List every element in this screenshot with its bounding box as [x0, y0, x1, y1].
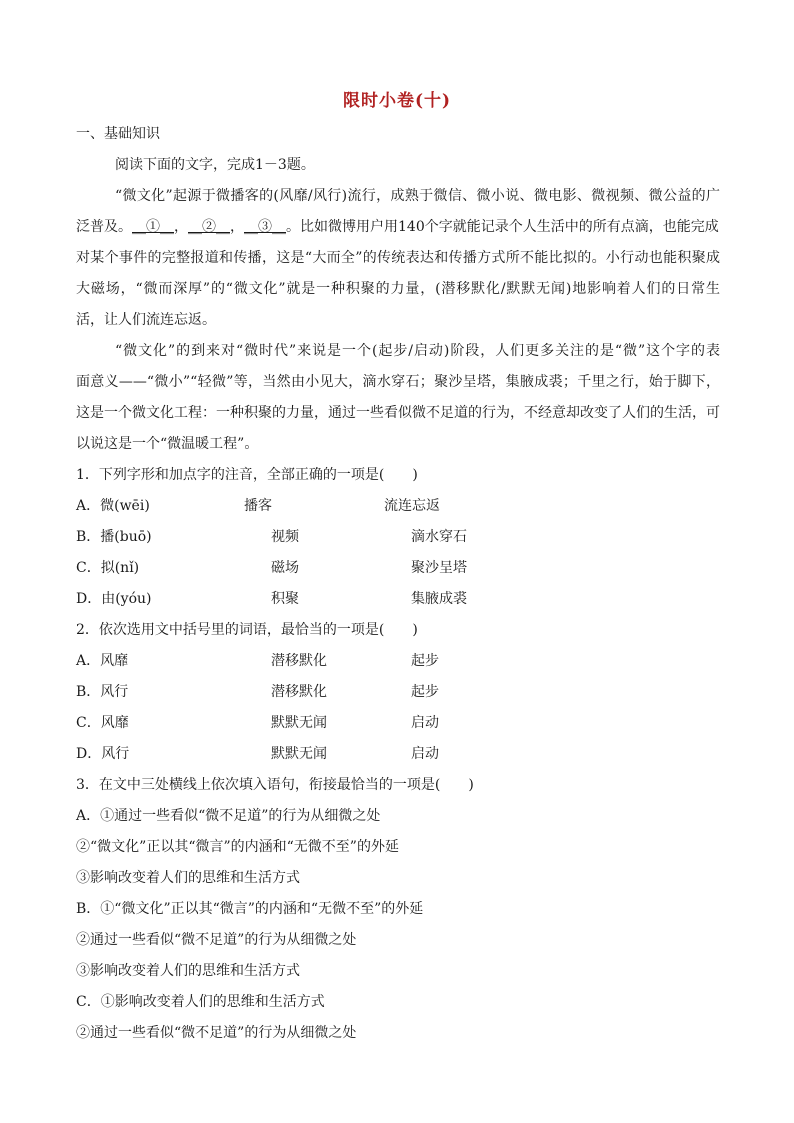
- option-item: 起步: [411, 653, 439, 669]
- q2-option-b: [0, 682, 794, 702]
- passage-line-with-blanks: [76, 217, 720, 237]
- option-item: 起步: [411, 684, 439, 700]
- passage-line: 以说这是一个“微温暖工程”。: [76, 436, 259, 452]
- option-label: D．风行: [76, 746, 130, 762]
- option-label: C．风靡: [76, 715, 129, 731]
- q3-option-line: ②“微文化”正以其“微言”的内涵和“无微不至”的外延: [76, 839, 399, 855]
- passage-line: 这是一个微文化工程：一种积聚的力量，通过一些看似微不足道的行为，不经意却改变了人们的生活，可: [76, 405, 720, 421]
- separator: ，: [230, 219, 244, 235]
- q3-option-line: ②通过一些看似“微不足道”的行为从细微之处: [76, 932, 357, 948]
- option-item: 磁场: [271, 560, 299, 576]
- passage-line: 大磁场，“微而深厚”的“微文化”就是一种积聚的力量，(潜移默化/默默无闻)地影响着人们的日常生: [76, 281, 720, 297]
- q1-option-a: [0, 496, 794, 516]
- separator: ，: [174, 219, 188, 235]
- q3-option-line: A．①通过一些看似“微不足道”的行为从细微之处: [76, 808, 381, 824]
- option-item: 集腋成裘: [411, 591, 467, 607]
- blank-3: __③__: [244, 219, 286, 235]
- q1-option-b: [0, 527, 794, 547]
- passage-line: “微文化”起源于微播客的(风靡/风行)流行，成熟于微信、微小说、微电影、微视频、微公益的广: [115, 188, 720, 204]
- reading-instruction: 阅读下面的文字，完成1－3题。: [115, 157, 315, 173]
- blank-2: __②__: [188, 219, 230, 235]
- option-label: B．风行: [76, 684, 129, 700]
- option-label: A．微(wēi): [76, 498, 150, 514]
- q3-option-line: B．①“微文化”正以其“微言”的内涵和“无微不至”的外延: [76, 901, 424, 917]
- q2-option-d: [0, 744, 794, 764]
- q2-option-c: [0, 713, 794, 733]
- option-item: 潜移默化: [271, 684, 327, 700]
- option-item: 聚沙呈塔: [411, 560, 467, 576]
- option-item: 默默无闻: [271, 715, 327, 731]
- option-label: A．风靡: [76, 653, 129, 669]
- passage-line: 面意义——“微小”“轻微”等，当然由小见大，滴水穿石；聚沙呈塔，集腋成裘；千里之行，始于脚下，: [76, 374, 720, 390]
- option-item: 流连忘返: [384, 498, 440, 514]
- option-item: 积聚: [271, 591, 299, 607]
- q1-option-c: [0, 558, 794, 578]
- option-item: 视频: [271, 529, 299, 545]
- blank-1: __①__: [132, 219, 174, 235]
- q3-option-line: ③影响改变着人们的思维和生活方式: [76, 963, 300, 979]
- option-label: B．播(buō): [76, 529, 152, 545]
- option-label: C．拟(nǐ): [76, 560, 140, 576]
- page-title: 限时小卷(十): [342, 91, 452, 111]
- q3-option-line: ②通过一些看似“微不足道”的行为从细微之处: [76, 1025, 357, 1041]
- option-item: 播客: [244, 498, 272, 514]
- option-item: 启动: [411, 746, 439, 762]
- passage-line: 活，让人们流连忘返。: [76, 312, 216, 328]
- option-item: 启动: [411, 715, 439, 731]
- q2-option-a: [0, 651, 794, 671]
- q3-option-line: ③影响改变着人们的思维和生活方式: [76, 870, 300, 886]
- passage-text: 泛普及。: [76, 219, 132, 235]
- passage-line: “微文化”的到来对“微时代”来说是一个(起步/启动)阶段，人们更多关注的是“微”这个字的表: [115, 343, 720, 359]
- question-1-stem: 1．下列字形和加点字的注音，全部正确的一项是( ): [76, 467, 418, 483]
- question-2-stem: 2．依次选用文中括号里的词语，最恰当的一项是( ): [76, 622, 418, 638]
- option-item: 滴水穿石: [411, 529, 467, 545]
- option-label: D．由(yóu): [76, 591, 152, 607]
- q3-option-line: C．①影响改变着人们的思维和生活方式: [76, 994, 325, 1010]
- question-3-stem: 3．在文中三处横线上依次填入语句，衔接最恰当的一项是( ): [76, 777, 474, 793]
- option-item: 默默无闻: [271, 746, 327, 762]
- section-heading: 一、基础知识: [76, 126, 160, 142]
- passage-text: 。比如微博用户用140个字就能记录个人生活中的所有点滴，也能完成: [286, 219, 719, 235]
- option-item: 潜移默化: [271, 653, 327, 669]
- passage-line: 对某个事件的完整报道和传播，这是“大而全”的传统表达和传播方式所不能比拟的。小行动也能积聚成: [76, 250, 720, 266]
- q1-option-d: [0, 589, 794, 609]
